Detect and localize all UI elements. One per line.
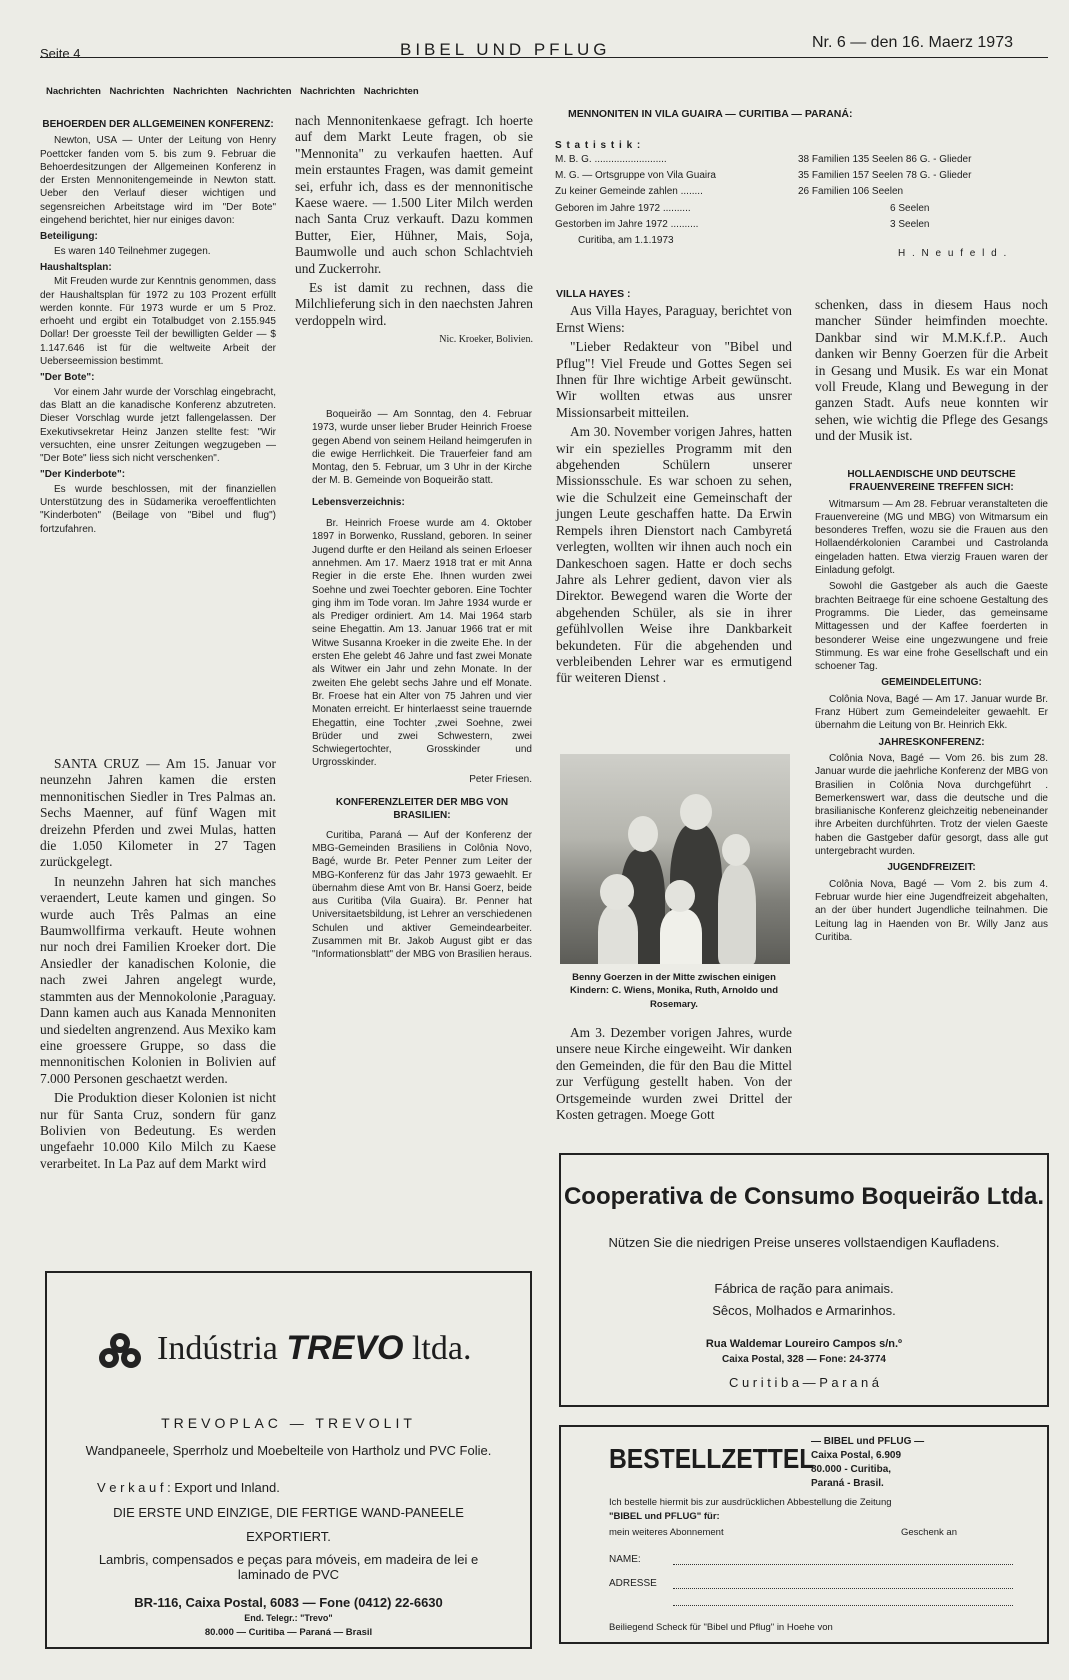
signature: Nic. Kroeker, Bolivien.	[439, 334, 533, 346]
ad-line: Wandpaneele, Sperrholz und Moebelteile von Hartholz und PVC Folie.	[85, 1443, 492, 1458]
signature: Peter Friesen.	[469, 773, 532, 785]
article-text: Vor einem Jahr wurde der Vorschlag eingebracht, das Blatt an die kanadische Konferenz abzutreten. Dieser Vorschlag wurde jetzt fallengelassen. Der Exekutivsekretar Heinz Janzen stellte fest: "Wir versuchten, eine unsrer Zeitungen wegzugeben — "Der Bote" liess sich nicht verschenken".	[40, 386, 276, 465]
stats-heading: MENNONITEN IN VILA GUAIRA — CURITIBA — PARANÁ:	[568, 108, 853, 120]
coop-line: Fábrica de ração para animais.	[714, 1281, 894, 1296]
villa-hayes-cont	[556, 1025, 792, 1126]
article-text: Mit Freuden wurde zur Kenntnis genommen, dass der Haushaltsplan für 1972 zu 103 Prozent erfüllt werden konnte. Für 1973 wurde er um 5 Proz. erhoeht und ergibt ein Totalbudget von 2.155.945 Dollar! Der groesste Teil der bewilligten Gelder — $ 1.147.646 ist für die weltweite Arbeit der Ueberseemission bestimmt.	[40, 276, 276, 368]
brand-trevo: TREVO	[286, 1329, 404, 1367]
photo-caption: Benny Goerzen in der Mitte zwischen einigen Kindern: C. Wiens, Monika, Ruth, Arnoldo und Rosemary.	[569, 972, 779, 1010]
article-heading: GEMEINDELEITUNG:	[881, 677, 982, 689]
trevo-advertisement	[45, 1271, 532, 1649]
stats-row-label: Zu keiner Gemeinde zahlen ........	[555, 186, 703, 197]
clover-logo-icon	[97, 1331, 143, 1377]
ad-line: Lambris, compensados e peças para móveis, em madeira de lei e laminado de PVC	[98, 1552, 479, 1582]
article-text: SANTA CRUZ — Am 15. Januar vor neunzehn Jahren kamen die ersten mennonitischen Siedler in Tres Palmas an. Sechs Maenner, auf fünf Wagen mit dreizehn Pferden und zwei Mulas, hatten die 1.050 Kilometer in 27 Tagen zurückgelegt.	[40, 756, 276, 870]
article-text: Br. Heinrich Froese wurde am 4. Oktober 1897 in Borwenko, Russland, geboren. In seiner Jugend durfte er den Heiland als seinen Erloeser annehmen. Am 17. Maerz 1918 trat er mit Anna Regier in die erste Ehe. Ihnen wurden zwei Soehne und zwei Toechter geboren. Eine Tochter ging ihm im Tode voran. Im Jahre 1934 wurde er als Prediger ordiniert. Am 14. Mai 1964 starb seine Ehegattin. Am 13. Januar 1966 trat er mit Witwe Susanna Kroeker in die zweite Ehe. In der ersten Ehe gelebt 46 Jahre und fast zwei Monate als Witwer ein Jahr und zehn Monate. In der zweiten Ehe gelebt sechs Jahre und elf Monate. Br. Froese hat ein Alter von 75 Jahren und vier Monaten erreicht. Er hinterlaesst seine trauernde Ehegattin, eine Tochter ,zwei Soehne, zwei Brüder und zwei Schwestern, zwei Schwiegertochter, Grosskinder und Urgrosskinder.	[312, 518, 532, 769]
article-text: Aus Villa Hayes, Paraguay, berichtet von Ernst Wiens:	[556, 303, 792, 335]
order-text: "BIBEL und PFLUG" für:	[609, 1511, 720, 1522]
order-text: Ich bestelle hiermit bis zur ausdrücklichen Abbestellung die Zeitung	[609, 1497, 892, 1508]
article-text: schenken, dass in diesem Haus noch mancher Sünder heimfinden moechte. Dankbar sind wir M.M.K.f.P.. Auch danken wir Benny Goerzen für die Arbeit in Gesang und Musik. Es war ein Monat voll Freude, Klang und Bewegung in der ganzen Stadt. Aufs neue konnten wir sehen, wie wichtig die Pflege des Gesangs und der Musik ist.	[815, 297, 1048, 444]
article-heading: KONFERENZLEITER DER MBG VON BRASILIEN:	[335, 797, 509, 822]
coop-title: Cooperativa de Consumo Boqueirão Ltda.	[563, 1183, 1045, 1210]
column-4-top	[815, 297, 1048, 448]
stats-row-label: M. B. G. ..........................	[555, 154, 667, 165]
santa-cruz-article	[40, 756, 276, 1175]
article-text: Witmarsum — Am 28. Februar veranstalteten die Frauenvereine (MG und MBG) von Witmarsum ein besonderes Treffen, wozu sie die Frauen aus den Hollaendérkolonien Carambei und Castrolanda eingeladen hatten. Etwa vierzig Frauen waren der Einladung gefolgt.	[815, 498, 1048, 577]
article-heading: BEHOERDEN DER ALLGEMEINEN KONFERENZ:	[42, 119, 274, 130]
address-label: ADRESSE	[609, 1578, 657, 1589]
issue-date: Nr. 6 — den 16. Maerz 1973	[812, 34, 1013, 51]
stats-row-value: 26 Familien 106 Seelen	[798, 186, 904, 197]
article-text: Am 3. Dezember vorigen Jahres, wurde unsere neue Kirche eingeweiht. Wir danken den Gemeinden, die für den Bau die Mittel zur Verfügung gestellt haben. Von der Ortsgemeinde wurden zwei Drittel der Kosten getragen. Moege Gott	[556, 1025, 792, 1123]
stats-signature: H . N e u f e l d .	[898, 248, 1009, 259]
column-2-top	[295, 113, 533, 349]
article-heading: JAHRESKONFERENZ:	[878, 736, 985, 748]
address-field-2[interactable]	[673, 1605, 1013, 1606]
coop-address: Caixa Postal, 328 — Fone: 24-3774	[722, 1354, 886, 1365]
article-text: Am 30. November vorigen Jahres, hatten wir ein spezielles Programm mit den abgehenden Schülern unserer Missionsschule. Es war schoen zu sehen, wie die Schulzeit eine Gemeinschaft der jungen Leute geschaffen hatte. Da Erwin Rempels ihren Dienstort nach Cambyretá verlegten, wollten wir ihnen auch noch ein Dankeschoen sagen. Hatte er doch sechs Jahre als Lehrer gedient, davon vier als Direktor. Bewegend waren die Worte der abgehenden Schüler, als sie in ihrer gefühlvollen Weise ihre Dankbarkeit bekundeten. Für die abgehenden und verbleibenden Lehrer war es ermutigend für weiteren Dienst .	[556, 424, 792, 686]
article-text: Sowohl die Gastgeber als auch die Gaeste brachten Beitraege für eine schoene Gestaltung des Programms. Die Lieder, das gemeinsame Mittagessen und der Kaffee foerderten in besonderer Weise eine ungezwungene und freie Stimmung. Es war eine frohe Gesellschaft und ein schoener Tag.	[815, 581, 1048, 673]
column-2-bottom	[312, 408, 532, 965]
coop-address: Rua Waldemar Loureiro Campos s/n.º	[705, 1338, 903, 1350]
products: TREVOPLAC — TREVOLIT	[161, 1415, 416, 1431]
article-heading: HOLLAENDISCHE UND DEUTSCHE FRAUENVEREINE TREFFEN SICH:	[847, 469, 1016, 494]
stats-row-value: 35 Familien 157 Seelen 78 G. - Glieder	[798, 170, 972, 181]
article-heading: JUGENDFREIZEIT:	[887, 862, 976, 874]
cooperativa-advertisement	[559, 1153, 1049, 1407]
stats-row-value: 38 Familien 135 Seelen 86 G. - Glieder	[798, 154, 972, 165]
subheading: Beteiligung:	[40, 231, 98, 243]
header-rule	[40, 57, 1048, 58]
subheading: Haushaltsplan:	[40, 261, 112, 273]
article-text: In neunzehn Jahren hat sich manches veraendert, Leute kamen und gingen. So wurde auch Três Palmas an eine Baumwollfirma verkauft. Heute wohnen nur noch drei Familien Kroeker dort. Die Ansiedler der kanadischen Kolonie, die nach zwei Jahren angelegt wurde, stammten aus der Mennokolonie ,Paraguay. Dann kamen auch aus Kanada Mennoniten und siedelten angrenzend. Aus Mexiko kam eine groessere Gruppe, so dass die mennonitischen Kolonien in Bolivien auf 7.000 Personen geschaetzt werden.	[40, 873, 276, 1086]
stats-row-value: 3 Seelen	[890, 219, 930, 230]
article-text: Es ist damit zu rechnen, dass die Milchlieferung sich in den naechsten Jahren verdoppeln wird.	[295, 280, 533, 328]
address-line: Paraná - Brasil.	[811, 1478, 884, 1489]
stats-row-label: M. G. — Ortsgruppe von Vila Guaira	[555, 170, 716, 181]
column-4-news	[815, 466, 1048, 947]
newspaper-title: BIBEL UND PFLUG	[400, 40, 611, 59]
stats-label: S t a t i s t i k :	[555, 140, 642, 151]
article-text: Colônia Nova, Bagé — Am 17. Januar wurde Br. Franz Hübert zum Gemeindeleiter gewaehlt. Er übernahm die Leitung von Br. Heinrich Ekk.	[815, 693, 1048, 732]
subheading: "Der Bote":	[40, 372, 95, 384]
nachrichten-bar: Nachrichten Nachrichten Nachrichten Nachrichten Nachrichten Nachrichten	[46, 86, 419, 97]
address-line: — BIBEL und PFLUG —	[811, 1436, 925, 1447]
stats-row-label: Gestorben im Jahre 1972 ..........	[555, 219, 699, 230]
brand-ltda: ltda.	[411, 1330, 472, 1367]
article-text: nach Mennonitenkaese gefragt. Ich hoerte auf dem Markt Leute fragen, ob sie "Mennonita" zu verkaufen haetten. Auf mein erstauntes Fragen, was damit gemeint sei, erfuhr ich, dass es der mennonitische Kaese waere. — 1.500 Liter Milch werden nach Santa Cruz verkauft. Dazu kommen Butter, Eier, Hühner, Mais, Soja, Baumwolle und auch schon Schlachtvieh und Zuckerrohr.	[295, 113, 533, 276]
coop-line: Nützen Sie die niedrigen Preise unseres vollstaendigen Kaufladens.	[608, 1235, 1000, 1250]
order-footer: Beiliegend Scheck für "Bibel und Pflug" in Hoehe von	[609, 1622, 833, 1633]
ad-city: 80.000 — Curitiba — Paraná — Brasil	[204, 1627, 373, 1638]
article-text: "Lieber Redakteur von "Bibel und Pflug"! Viel Freude und Gottes Segen sei Ihnen für Ihre wichtige Arbeit gewünscht. Wir wollten etwas aus unsrer Missionsarbeit mitteilen.	[556, 339, 792, 420]
name-field[interactable]	[673, 1564, 1013, 1565]
group-photo	[560, 754, 790, 964]
subheading: Lebensverzeichnis:	[312, 496, 405, 508]
subscription-option[interactable]: mein weiteres Abonnement	[609, 1527, 724, 1538]
ad-line: DIE ERSTE UND EINZIGE, DIE FERTIGE WAND-PANEELE EXPORTIERT.	[113, 1505, 464, 1544]
gift-option[interactable]: Geschenk an	[901, 1527, 957, 1538]
subheading: "Der Kinderbote":	[40, 469, 126, 481]
address-field[interactable]	[673, 1588, 1013, 1589]
order-form-address	[811, 1435, 924, 1491]
article-text: Colônia Nova, Bagé — Vom 26. bis zum 28. Januar wurde die jaehrliche Konferenz der MBG von Brasilien in Colônia Nova durchgeführt . Bemerkenswert war, dass die deutsche und die brasilianische Konferenz gleichzeitig nebeneinander ihre Arbeiten durchführten. Trotz der vielen Gaeste haben die Gastgeber dafür gesorgt, dass alle gut untergebracht wurden.	[815, 752, 1048, 858]
article-text: Curitiba, Paraná — Auf der Konferenz der MBG-Gemeinden Brasiliens in Colônia Novo, Bagé, wurde Br. Peter Penner zum Leiter der MBG-Konferenz für das Jahr 1973 gewaehlt. Er übernahm diese Amt von Br. Hansi Goerz, beide aus Curitiba (Vila Guaira). Br. Penner hat Universitaetsbildung, ist Lehrer an verschiedenen Schulen und aktiver Gemeindearbeiter. Zusammen mit Br. Jakob August gibt er das "Informationsblatt" der MBG von Brasilien heraus.	[312, 829, 532, 961]
stats-row-value: 6 Seelen	[890, 203, 930, 214]
article-text: Boqueirão — Am Sonntag, den 4. Februar 1973, wurde unser lieber Bruder Heinrich Froese gegen Abend von seinem Heiland heimgerufen in die ewige Herrlichkeit. Die Trauerfeier fand am Montag, den 5. Februar, um 3 Uhr in der Kirche der M. B. Gemeinde von Boqueirão statt.	[312, 409, 532, 487]
coop-line: Sêcos, Molhados e Armarinhos.	[712, 1303, 896, 1318]
order-form-title: BESTELLZETTEL	[609, 1443, 815, 1474]
page-number: Seite 4	[40, 46, 81, 61]
villa-hayes-article	[556, 284, 792, 690]
address-line: Caixa Postal, 6.909	[811, 1450, 902, 1461]
name-label: NAME:	[609, 1554, 641, 1565]
address-line: 80.000 - Curitiba,	[811, 1464, 892, 1475]
article-text: Es wurde beschlossen, mit der finanziellen Unterstützung des in Südamerika veroeffentlichten "Kinderboten" (Beilage von "Bibel und flug") fortzufahren.	[40, 483, 276, 535]
article-text: Newton, USA — Unter der Leitung von Henry Poettcker fanden vom 5. bis zum 9. Februar die Behoerdesitzungen der Allgemeinen Konferenz in der Ersten Mennonitengemeinde in Newton statt. Ueber den Verlauf dieser wichtigen und segensreichen Arbeitstage wird im "Der Bote" eingehend berichtet, hier nur einiges davon:	[40, 135, 276, 227]
ad-address: BR-116, Caixa Postal, 6083 — Fone (0412) 22-6630	[134, 1595, 443, 1610]
column-1	[40, 116, 276, 539]
ad-telegr: End. Telegr.: "Trevo"	[244, 1613, 333, 1623]
article-heading: VILLA HAYES :	[556, 288, 631, 300]
article-text: Colônia Nova, Bagé — Vom 2. bis zum 4. Februar wurde hier eine Jugendfreizeit abgehalten, an der über hundert Jugendliche teilnahmen. Die Leitung lag in Haenden von Br. Willy Janz aus Curitiba.	[815, 878, 1048, 943]
article-text: Die Produktion dieser Kolonien ist nicht nur für Santa Cruz, sondern für ganz Bolivien von Bedeutung. Es werden ungefaehr 10.000 Kilo Milch zu Kaese verarbeitet. In La Paz auf dem Markt wird	[40, 1090, 276, 1171]
stats-row-label: Curitiba, am 1.1.1973	[578, 235, 674, 246]
ad-line: V e r k a u f : Export und Inland.	[97, 1480, 280, 1495]
article-text: Es waren 140 Teilnehmer zugegen.	[54, 245, 211, 257]
order-form	[559, 1425, 1049, 1644]
brand-industria: Indústria	[157, 1330, 278, 1367]
coop-city: C u r i t i b a — P a r a n á	[728, 1375, 880, 1390]
stats-row-label: Geboren im Jahre 1972 ..........	[555, 203, 691, 214]
